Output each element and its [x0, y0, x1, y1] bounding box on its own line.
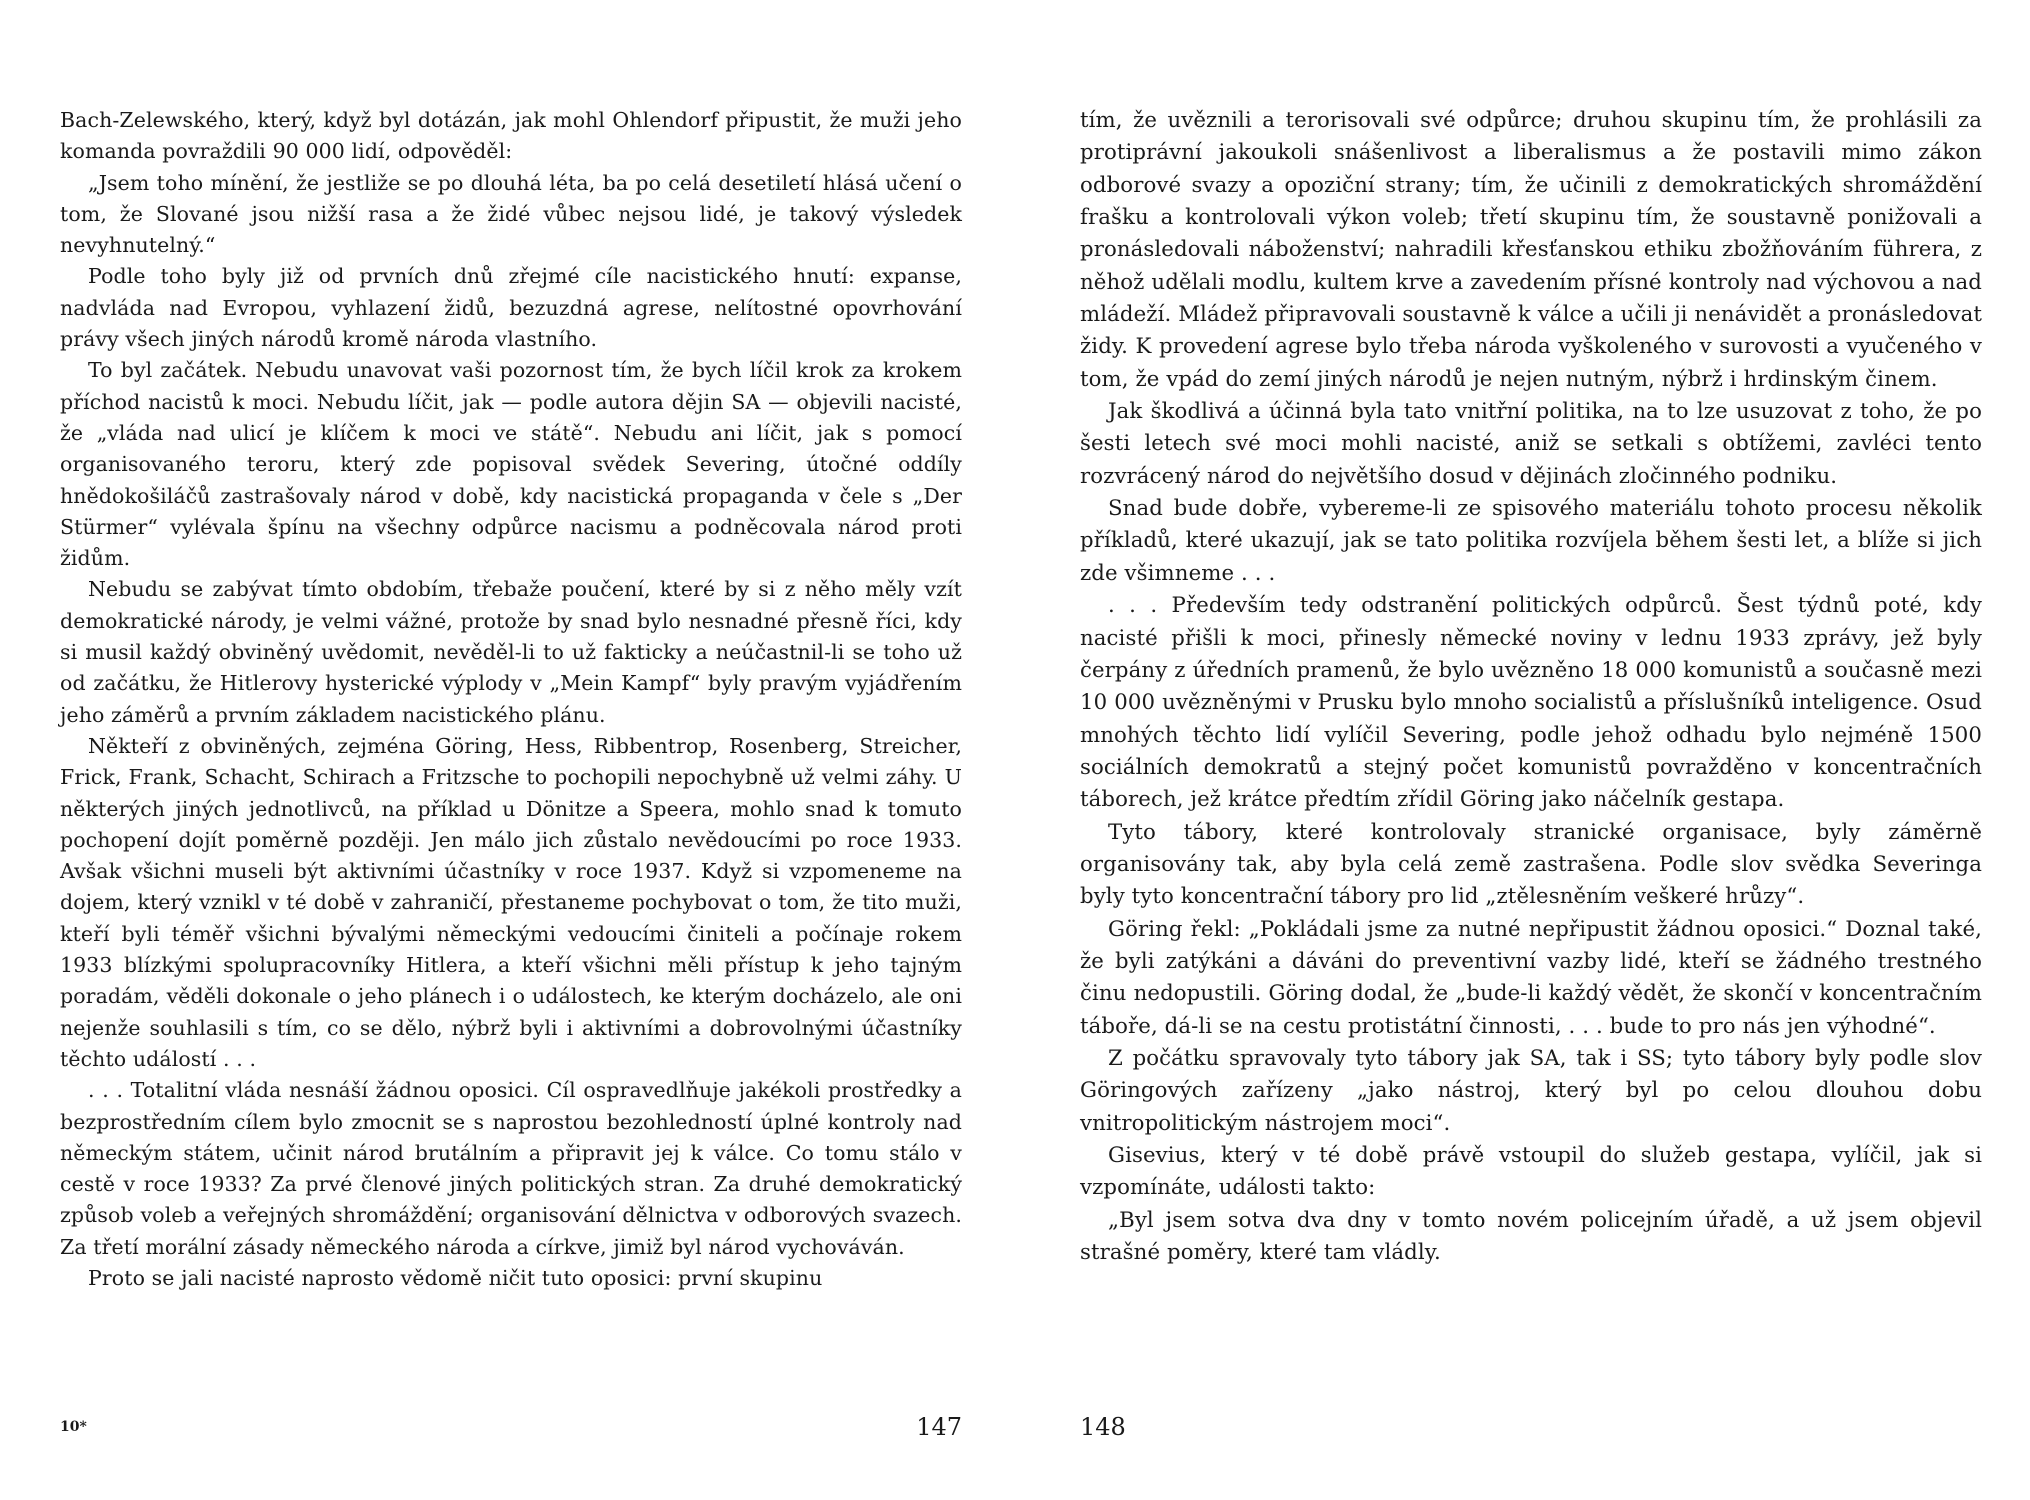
paragraph: To byl začátek. Nebudu unavovat vaši pozornost tím, že bych líčil krok za krokem příchod nacistů k moci. Nebudu líčit, jak — podle autora dějin SA — objevili nacisté, že „vláda nad ulicí je klíčem k moci ve státě“. Nebudu ani líčit, jak s pomocí organisovaného teroru, který zde popisoval svědek Severing, útočné oddíly hnědokošiláčů zastrašovaly národ v době, kdy nacistická propaganda v čele s „Der Stürmer“ vylévala špínu na všechny odpůrce nacismu a podněcovala národ proti židům.: [60, 358, 962, 571]
left-page-footer: [60, 1413, 962, 1449]
paragraph: „Byl jsem sotva dva dny v tomto novém policejním úřadě, a už jsem objevil strašné poměry, které tam vládly.: [1080, 1207, 1982, 1266]
left-page-text: [60, 105, 962, 1294]
paragraph: Jak škodlivá a účinná byla tato vnitřní politika, na to lze usuzovat z toho, že po šesti letech své moci mohli nacisté, aniž se setkali s obtížemi, zavléci tento rozvrácený národ do největšího dosud v dějinách zločinného podniku.: [1080, 399, 1982, 489]
paragraph: Nebudu se zabývat tímto obdobím, třebaže poučení, které by si z něho měly vzít demokratické národy, je velmi vážné, protože by snad bylo nesnadné přesně říci, kdy si musil každý obviněný uvědomit, nevěděl-li to už fakticky a neúčastnil-li se toho už od začátku, že Hitlerovy hysterické výplody v „Mein Kampf“ byly pravým vyjádřením jeho záměrů a prvním základem nacistického plánu.: [60, 577, 962, 727]
paragraph: Někteří z obviněných, zejména Göring, Hess, Ribbentrop, Rosenberg, Streicher, Frick, Frank, Schacht, Schirach a Fritzsche to pochopili nepochybně už velmi záhy. U některých jiných jednotlivců, na příklad u Dönitze a Speera, mohlo snad k tomuto pochopení dojít poměrně později. Jen málo jich zůstalo nevědoucími po roce 1933. Avšak všichni museli být aktivními účastníky v roce 1937. Když si vzpomeneme na dojem, který vznikl v té době v zahraničí, přestaneme pochybovat o tom, že tito muži, kteří byli téměř všichni bývalými německými vedoucími činiteli a počínaje rokem 1933 blízkými spolupracovníky Hitlera, a kteří všichni měli přístup k jeho tajným poradám, věděli dokonale o jeho plánech i o událostech, ke kterým docházelo, ale oni nejenže souhlasili s tím, co se dělo, nýbrž byli i aktivními a dobrovolnými účastníky těchto událostí . . .: [60, 733, 962, 1071]
page-number: 148: [1080, 1413, 1126, 1441]
left-page: [60, 105, 962, 1485]
paragraph: Göring řekl: „Pokládali jsme za nutné nepřipustit žádnou oposici.“ Doznal také, že byli zatýkáni a dáváni do preventivní vazby lidé, kteří se žádného trestného činu nedopustili. Göring dodal, že „bude-li každý vědět, že skončí v koncentračním táboře, dá-li se na cestu protistátní činnosti, . . . bude to pro nás jen výhodné“.: [1080, 916, 1982, 1039]
paragraph: Proto se jali nacisté naprosto vědomě ničit tuto oposici: první skupinu: [88, 1265, 823, 1290]
right-page-footer: [1080, 1413, 1982, 1449]
paragraph: „Jsem toho mínění, že jestliže se po dlouhá léta, ba po celá desetiletí hlásá učení o tom, že Slované jsou nižší rasa a že židé vůbec nejsou lidé, je takový výsledek nevyhnutelný.“: [60, 170, 962, 258]
page-number: 147: [916, 1413, 962, 1441]
paragraph: Snad bude dobře, vybereme-li ze spisového materiálu tohoto procesu několik příkladů, které ukazují, jak se tato politika rozvíjela během šesti let, a blíže si jich zde všimneme . . .: [1080, 496, 1982, 586]
paragraph: Tyto tábory, které kontrolovaly stranické organisace, byly záměrně organisovány tak, aby byla celá země zastrašena. Podle slov svědka Severinga byly tyto koncentrační tábory pro lid „ztělesněním veškeré hrůzy“.: [1080, 819, 1982, 910]
paragraph: Podle toho byly již od prvních dnů zřejmé cíle nacistického hnutí: expanse, nadvláda nad Evropou, vyhlazení židů, bezuzdná agrese, nelítostné opovrhování právy všech jiných národů kromě národa vlastního.: [60, 264, 962, 352]
paragraph: Bach-Zelewského, který, když byl dotázán, jak mohl Ohlendorf připustit, že muži jeho komanda povraždili 90 000 lidí, odpověděl:: [60, 108, 962, 164]
paragraph: tím, že uvěznili a terorisovali své odpůrce; druhou skupinu tím, že prohlásili za protiprávní jakoukoli snášenlivost a liberalismus a že postavili mimo zákon odborové svazy a opoziční strany; tím, že učinili z demokratických shromáždění frašku a kontrolovali výkon voleb; třetí skupinu tím, že soustavně ponižovali a pronásledovali náboženství; nahradili křesťanskou ethiku zbožňováním führera, z něhož udělali modlu, kultem krve a zavedením přísné kontroly nad výchovou a nad mládeží. Mládež připravovali soustavně k válce a učili ji nenávidět a pronásledovat židy. K provedení agrese bylo třeba národa vyškoleného v surovosti a vyučeného v tom, že vpád do zemí jiných národů je nejen nutným, nýbrž i hrdinským činem.: [1080, 108, 1983, 392]
paragraph: . . . Totalitní vláda nesnáší žádnou oposici. Cíl ospravedlňuje jakékoli prostředky a bezprostředním cílem bylo zmocnit se s naprostou bezohledností úplné kontroly nad německým státem, učinit národ brutálním a připravit jej k válce. Co tomu stálo v cestě v roce 1933? Za prvé členové jiných politických stran. Za druhé demokratický způsob voleb a veřejných shromáždění; organisování dělnictva v odborových svazech. Za třetí morální zásady německého národa a církve, jimiž byl národ vychováván.: [60, 1078, 962, 1259]
paragraph: Z počátku spravovaly tyto tábory jak SA, tak i SS; tyto tábory byly podle slov Göringových zařízeny „jako nástroj, který byl po celou dlouhou dobu vnitropolitickým nástrojem moci“.: [1080, 1045, 1982, 1136]
paragraph: . . . Především tedy odstranění politických odpůrců. Šest týdnů poté, kdy nacisté přišli k moci, přinesly německé noviny v lednu 1933 zprávy, jež byly čerpány z úředních pramenů, že bylo uvězněno 18 000 komunistů a současně mezi 10 000 uvězněnými v Prusku bylo mnoho socialistů a příslušníků inteligence. Osud mnohých těchto lidí vylíčil Severing, podle jehož odhadu bylo nejméně 1500 sociálních demokratů a stejný počet komunistů povražděno v koncentračních táborech, jež krátce předtím zřídil Göring jako náčelník gestapa.: [1080, 593, 1982, 813]
right-page-text: [1080, 105, 1982, 1269]
paragraph: Gisevius, který v té době právě vstoupil do služeb gestapa, vylíčil, jak si vzpomínáte, události takto:: [1080, 1143, 1982, 1201]
signature-mark: 10*: [60, 1419, 87, 1435]
right-page: [1080, 105, 1982, 1485]
